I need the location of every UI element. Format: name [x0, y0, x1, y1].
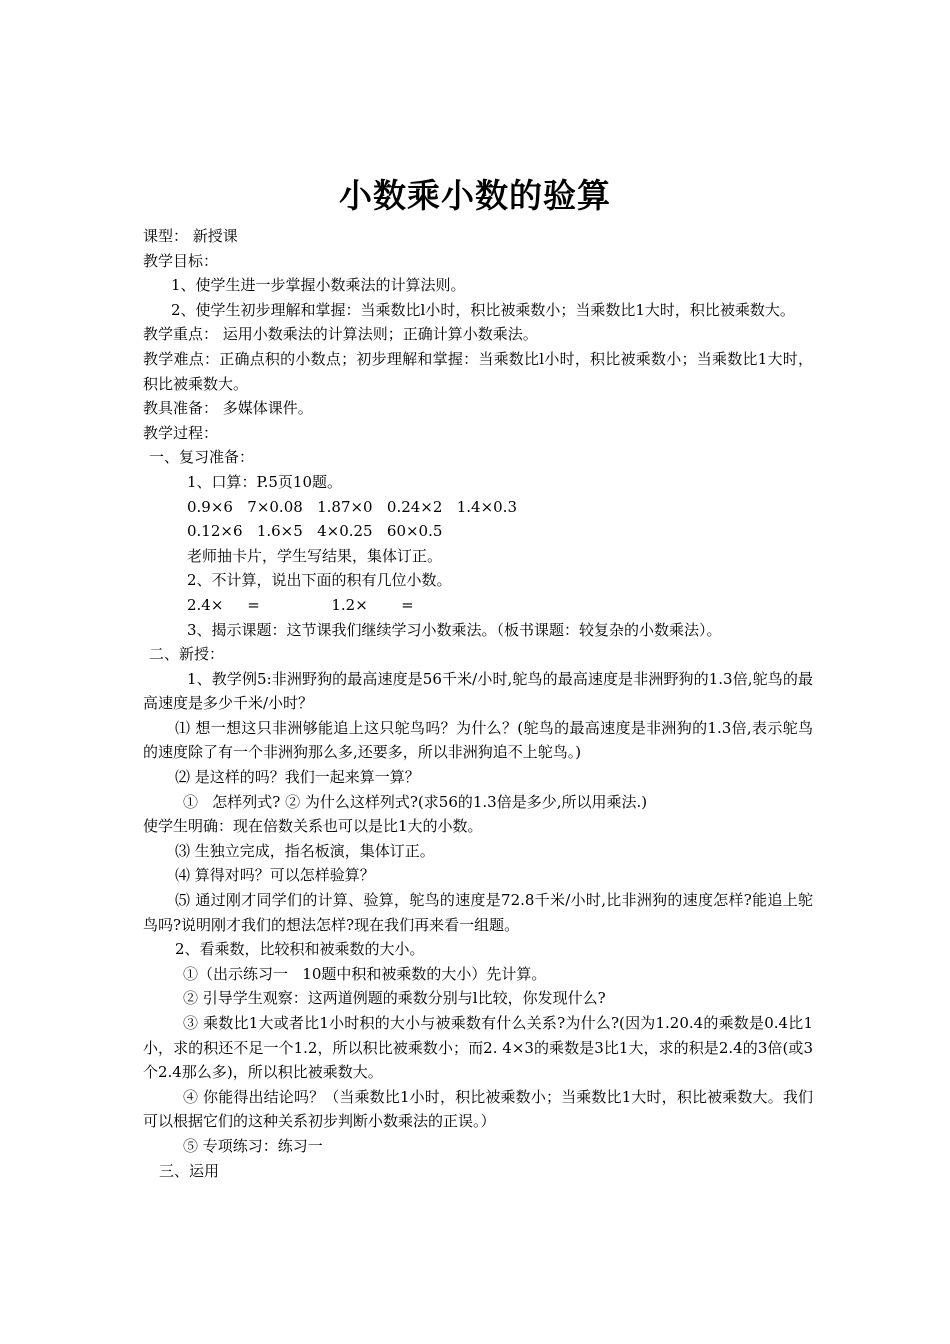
compare-step-5: ⑤ 专项练习：练习一 [183, 1136, 323, 1155]
teaching-aids: 教具准备： 多媒体课件。 [143, 399, 313, 418]
step-2-questions: ① 怎样列式? ② 为什么这样列式?(求56的1.3倍是多少,所以用乘法.) [183, 792, 648, 811]
oral-calc-row-2: 0.12×6 1.6×5 4×0.25 60×0.5 [187, 522, 443, 541]
part-2-heading: 二、新授： [149, 645, 225, 664]
compare-step-2: ② 引导学生观察：这两道例题的乘数分别与l比较，你发现什么? [183, 989, 606, 1008]
oral-calc-row-1: 0.9×6 7×0.08 1.87×0 0.24×2 1.4×0.3 [187, 497, 517, 516]
item-2-compare: 2、看乘数，比较积和被乘数的大小。 [175, 940, 425, 959]
step-1: ⑴ 想一想这只非洲够能追上这只鸵鸟吗？为什么？(鸵鸟的最高速度是非洲狗的1.3倍,表示鸵鸟的速度除了有一个非洲狗那么多,还要多，所以非洲狗追不上鸵鸟。) [143, 718, 813, 762]
document-title: 小数乘小数的验算 [339, 176, 611, 215]
section-heading-process: 教学过程： [143, 423, 219, 442]
step-2: ⑵ 是这样的吗？我们一起来算一算？ [175, 768, 420, 787]
compare-step-1: ①（出示练习一 10题中积和被乘数的大小）先计算。 [183, 964, 547, 983]
step-5: ⑸ 通过刚才同学们的计算、验算，鸵鸟的速度是72.8千米/小时,比非洲狗的速度怎样?能追上鸵鸟吗?说明刚才我们的想法怎样?现在我们再来看一组题。 [143, 891, 813, 934]
compare-step-4: ④ 你能得出结论吗？（当乘数比1小时，积比被乘数小；当乘数比1大时，积比被乘数大。我们可以根据它们的这种关系初步判断小数乘法的正误。） [143, 1087, 813, 1131]
part-1-heading: 一、复习准备： [149, 448, 255, 467]
section-heading-objectives: 教学目标： [143, 251, 219, 270]
step-4: ⑷ 算得对吗？可以怎样验算？ [175, 866, 375, 885]
document-body [143, 224, 813, 1183]
clarification: 使学生明确：现在倍数关系也可以是比1大的小数。 [143, 817, 483, 836]
key-points: 教学重点： 运用小数乘法的计算法则；正确计算小数乘法。 [143, 325, 538, 344]
difficult-points: 教学难点：正确点积的小数点；初步理解和掌握：当乘数比l小时，积比被乘数小；当乘数比1大时，积比被乘数大。 [143, 349, 813, 393]
oral-calc-item: 1、口算：P.5页10题。 [187, 472, 342, 491]
decimal-places-row: 2.4× = 1.2× = [187, 595, 414, 614]
decimal-places-item: 2、不计算，说出下面的积有几位小数。 [187, 571, 452, 590]
reveal-topic-item: 3、揭示课题：这节课我们继续学习小数乘法。（板书课题：较复杂的小数乘法）。 [187, 620, 722, 639]
objective-2: 2、使学生初步理解和掌握：当乘数比l小时，积比被乘数小；当乘数比1大时，积比被乘数大。 [171, 300, 795, 319]
part-3-heading: 三、运用 [159, 1161, 220, 1180]
oral-calc-note: 老师抽卡片，学生写结果，集体订正。 [187, 546, 443, 565]
step-3: ⑶ 生独立完成，指名板演，集体订正。 [175, 841, 435, 860]
compare-step-3: ③ 乘数比1大或者比1小时积的大小与被乘数有什么关系?为什么?(因为1.20.4的乘数是0.4比1小，求的积还不足一个1.2，所以积比被乘数小；而2. 4×3的乘数是3比1大，求的积是2.4的3倍(或3个2.4那么多)，所以积比被乘数大。 [143, 1014, 813, 1082]
lesson-type: 课型： 新授课 [143, 227, 238, 245]
objective-1: 1、使学生进一步掌握小数乘法的计算法则。 [171, 276, 466, 295]
example-5: 1、教学例5:非洲野狗的最高速度是56千米/小时,鸵鸟的最高速度是非洲野狗的1.3倍,鸵鸟的最高速度是多少千米/小时？ [143, 669, 813, 713]
